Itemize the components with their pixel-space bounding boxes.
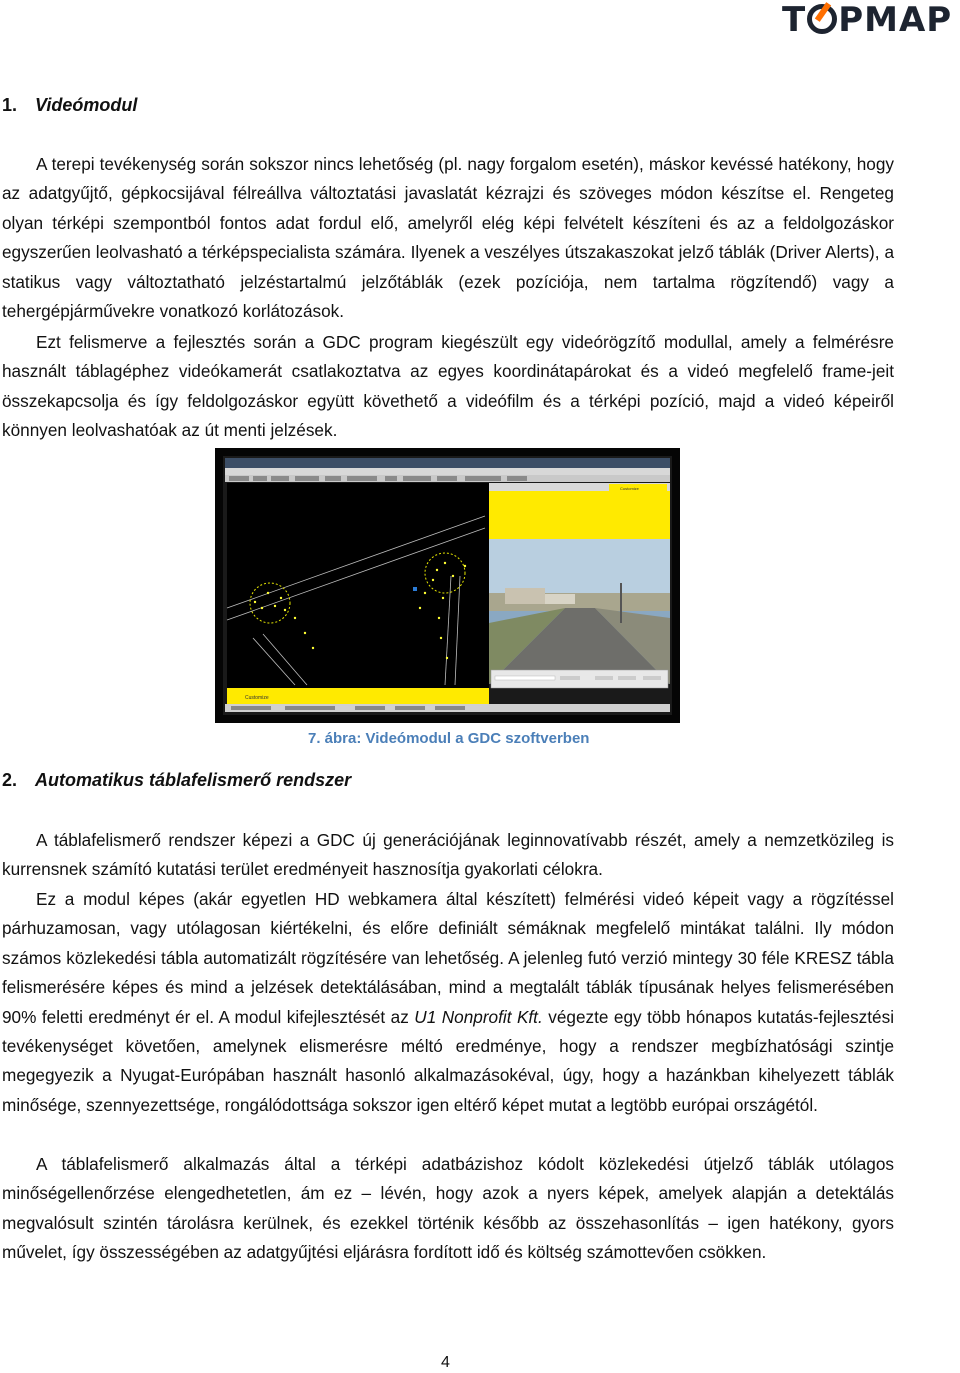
- section-1-p2-text: Ezt felismerve a fejlesztés során a GDC program kiegészült egy videórögzítő modullal, amely a felmérésre használt táblagéphez videókamerát csatlakoztatva az egyes koordinátapárokat és a videó megfelelő frame-jeit összekapcsolja és így feldolgozáskor együtt követhető a videófilm és a térképi pozíció, majd a videó képeiről könnyen leolvashatóak az út menti jelzések.: [2, 332, 894, 441]
- company-name: U1 Nonprofit Kft.: [414, 1006, 543, 1027]
- topmap-logo: [782, 0, 960, 40]
- logo-o-icon: [807, 4, 837, 34]
- section-2-paragraph-2: [2, 885, 894, 1120]
- section-2-number: 2.: [2, 770, 18, 790]
- customize-label-top: Customize: [620, 486, 639, 491]
- customize-label-bottom: Customize: [245, 695, 269, 701]
- section-2-p1-text: A táblafelismerő rendszer képezi a GDC új generációjának leginnovatívabb részét, amely a nemzetközileg is kurrensnek számító kutatási terület eredményeit hasznosítja gyakorlati célokra.: [2, 830, 894, 880]
- section-2-paragraph-1: [2, 826, 894, 885]
- section-2-p2a-text: Ez a modul képes (akár egyetlen HD webkamera által készített) felmérési videó képeit vagy a rögzítéssel párhuzamosan, vagy utólagosan kiértékelni, és előre definiált sémáknak megfelelő mintákat találni. Ily módon számos közlekedési tábla automatizált rögzítésére van lehetőség. A jelenleg futó verzió mintegy 30 féle KRESZ tábla felismerésére képes és mind a jelzések detektálásában, mind a megtalált táblák típusának helyes felismerésében 90% feletti eredményt ér el. A modul kifejlesztését az: [2, 889, 894, 1027]
- section-2-heading: [2, 770, 351, 791]
- figure-caption: 7. ábra: Videómodul a GDC szoftverben: [308, 730, 590, 747]
- section-2-title: Automatikus táblafelismerő rendszer: [35, 770, 352, 790]
- page-number: 4: [441, 1354, 450, 1371]
- section-1-p1-text: A terepi tevékenység során sokszor nincs lehetőség (pl. nagy forgalom esetén), máskor kevéssé hatékony, hogy az adatgyűjtő, gépkocsijával félreállva változtatási javaslatát kézrajzi és szöveges módon készítse el. Rengeteg olyan térképi szempontból fontos adat fordul elő, amelyről elég képi felvételt készíteni és az a feldolgozáskor egyszerűen leolvasható a térképspecialista számára. Ilyenek a veszélyes útszakaszokat jelző táblák (Driver Alerts), a statikus vagy változtatható jelzéstartalmú jelzőtáblák (ezek pozíciója, nem tartalma rögzítendő) vagy a tehergépjárművekre vonatkozó korlátozások.: [2, 154, 894, 322]
- section-1-heading: [2, 95, 137, 116]
- logo-text: T PMAP: [782, 0, 953, 40]
- section-1-title: Videómodul: [35, 95, 138, 115]
- section-1-paragraph-2: [2, 328, 894, 446]
- section-2-p2b-text: végezte egy több hónapos kutatás-fejlesztési tevékenységet követően, amelynek elismerésre méltó eredménye, hogy a rendszer megbízhatósági szintje megegyezik a Nyugat-Európában használt hasonló alkalmazásokéval, úgy, hogy a hazánkban kihelyezett táblák minősége, szennyezettsége, rongálódottsága sokszor igen eltérő képet mutat a legtöbb európai országétól.: [2, 1006, 895, 1115]
- section-2-p3-text: A táblafelismerő alkalmazás által a térképi adatbázishoz kódolt közlekedési útjelző táblák utólagos minőségellenőrzése elengedhetetlen, ám ez – lévén, hogy azok a nyers képek, amelyek alapján a detektálás megvalósult szintén tárolásra kerülnek, és ezekkel történik később az összehasonlítás – igen hatékony, gyors művelet, így összességében az adatgyűjtési eljárásra fordított idő és költség számottevően csökken.: [2, 1154, 894, 1263]
- section-2-paragraph-3: [2, 1150, 894, 1268]
- gdc-video-module-screenshot: [215, 448, 680, 723]
- section-1-number: 1.: [2, 95, 18, 115]
- screenshot-image: [215, 448, 680, 723]
- section-1-paragraph-1: [2, 150, 894, 326]
